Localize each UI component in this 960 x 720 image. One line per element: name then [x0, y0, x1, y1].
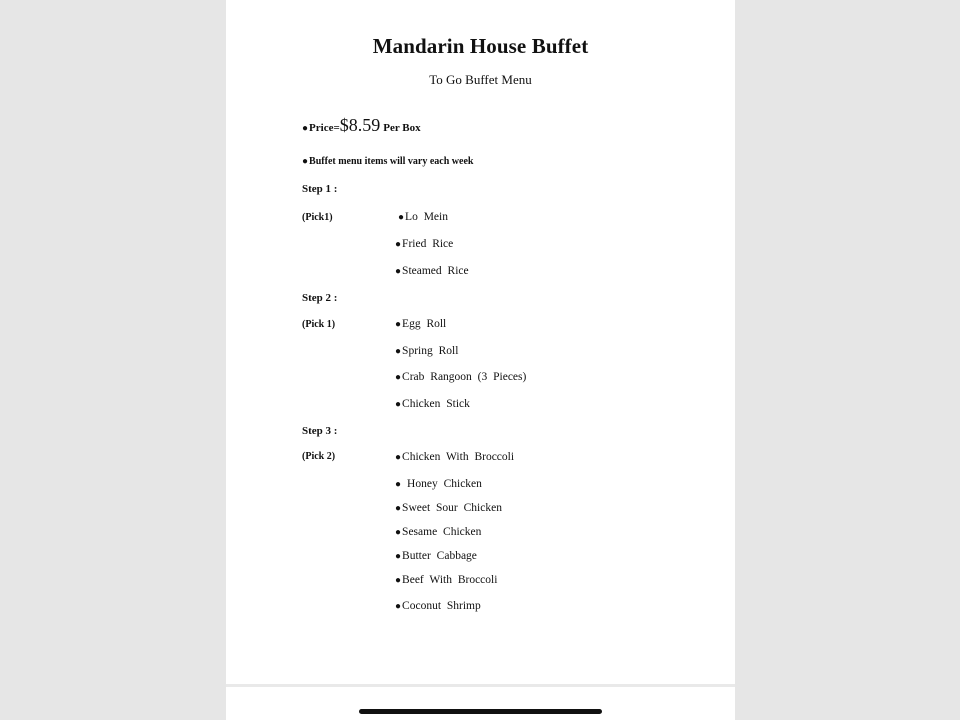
- bullet-dot-icon: ●: [395, 479, 402, 490]
- step-3-label: Step 3 :: [302, 425, 338, 437]
- price-amount: $8.59: [339, 115, 381, 135]
- vary-note: [302, 156, 473, 167]
- price-line: [302, 115, 421, 136]
- vary-note-text: Buffet menu items will vary each week: [309, 156, 474, 167]
- menu-item: ●Butter Cabbage: [395, 550, 477, 562]
- bullet-dot-icon: ●: [395, 551, 402, 562]
- bullet-dot-icon: ●: [395, 452, 402, 463]
- menu-item: ● Honey Chicken: [395, 478, 482, 490]
- bullet-dot-icon: ●: [302, 123, 309, 134]
- menu-subtitle: To Go Buffet Menu: [429, 72, 532, 87]
- menu-item: ●Steamed Rice: [395, 265, 469, 277]
- price-unit: Per Box: [383, 122, 421, 134]
- menu-item: ●Chicken With Broccoli: [395, 451, 515, 463]
- step-1-label: Step 1 :: [302, 183, 338, 195]
- menu-item: ●Spring Roll: [395, 345, 459, 357]
- menu-item: ●Sesame Chicken: [395, 526, 482, 538]
- page-divider: [226, 684, 735, 687]
- bullet-dot-icon: ●: [395, 372, 402, 383]
- menu-item: ●Coconut Shrimp: [395, 600, 481, 612]
- bullet-dot-icon: ●: [395, 503, 402, 514]
- bullet-dot-icon: ●: [302, 156, 309, 167]
- menu-item: ●Crab Rangoon (3 Pieces): [395, 371, 527, 383]
- bullet-dot-icon: ●: [395, 239, 402, 250]
- menu-item: ●Sweet Sour Chicken: [395, 502, 502, 514]
- bullet-dot-icon: ●: [395, 319, 402, 330]
- menu-item: ●Egg Roll: [395, 318, 447, 330]
- menu-item: ●Chicken Stick: [395, 398, 470, 410]
- bullet-dot-icon: ●: [398, 212, 405, 223]
- menu-document-page: [226, 0, 735, 720]
- price-prefix: Price=: [309, 122, 340, 134]
- bullet-dot-icon: ●: [395, 399, 402, 410]
- bullet-dot-icon: ●: [395, 575, 402, 586]
- step-3-pick-count: (Pick 2): [302, 451, 336, 462]
- bullet-dot-icon: ●: [395, 527, 402, 538]
- step-1-pick-count: (Pick1): [302, 212, 333, 223]
- menu-item: ●Beef With Broccoli: [395, 574, 498, 586]
- menu-item: ●Lo Mein: [398, 211, 448, 223]
- bullet-dot-icon: ●: [395, 266, 402, 277]
- step-2-label: Step 2 :: [302, 292, 338, 304]
- bullet-dot-icon: ●: [395, 346, 402, 357]
- menu-title: Mandarin House Buffet: [372, 34, 589, 58]
- menu-item: ●Fried Rice: [395, 238, 454, 250]
- home-indicator[interactable]: [359, 709, 602, 714]
- bullet-dot-icon: ●: [395, 601, 402, 612]
- step-2-pick-count: (Pick 1): [302, 319, 336, 330]
